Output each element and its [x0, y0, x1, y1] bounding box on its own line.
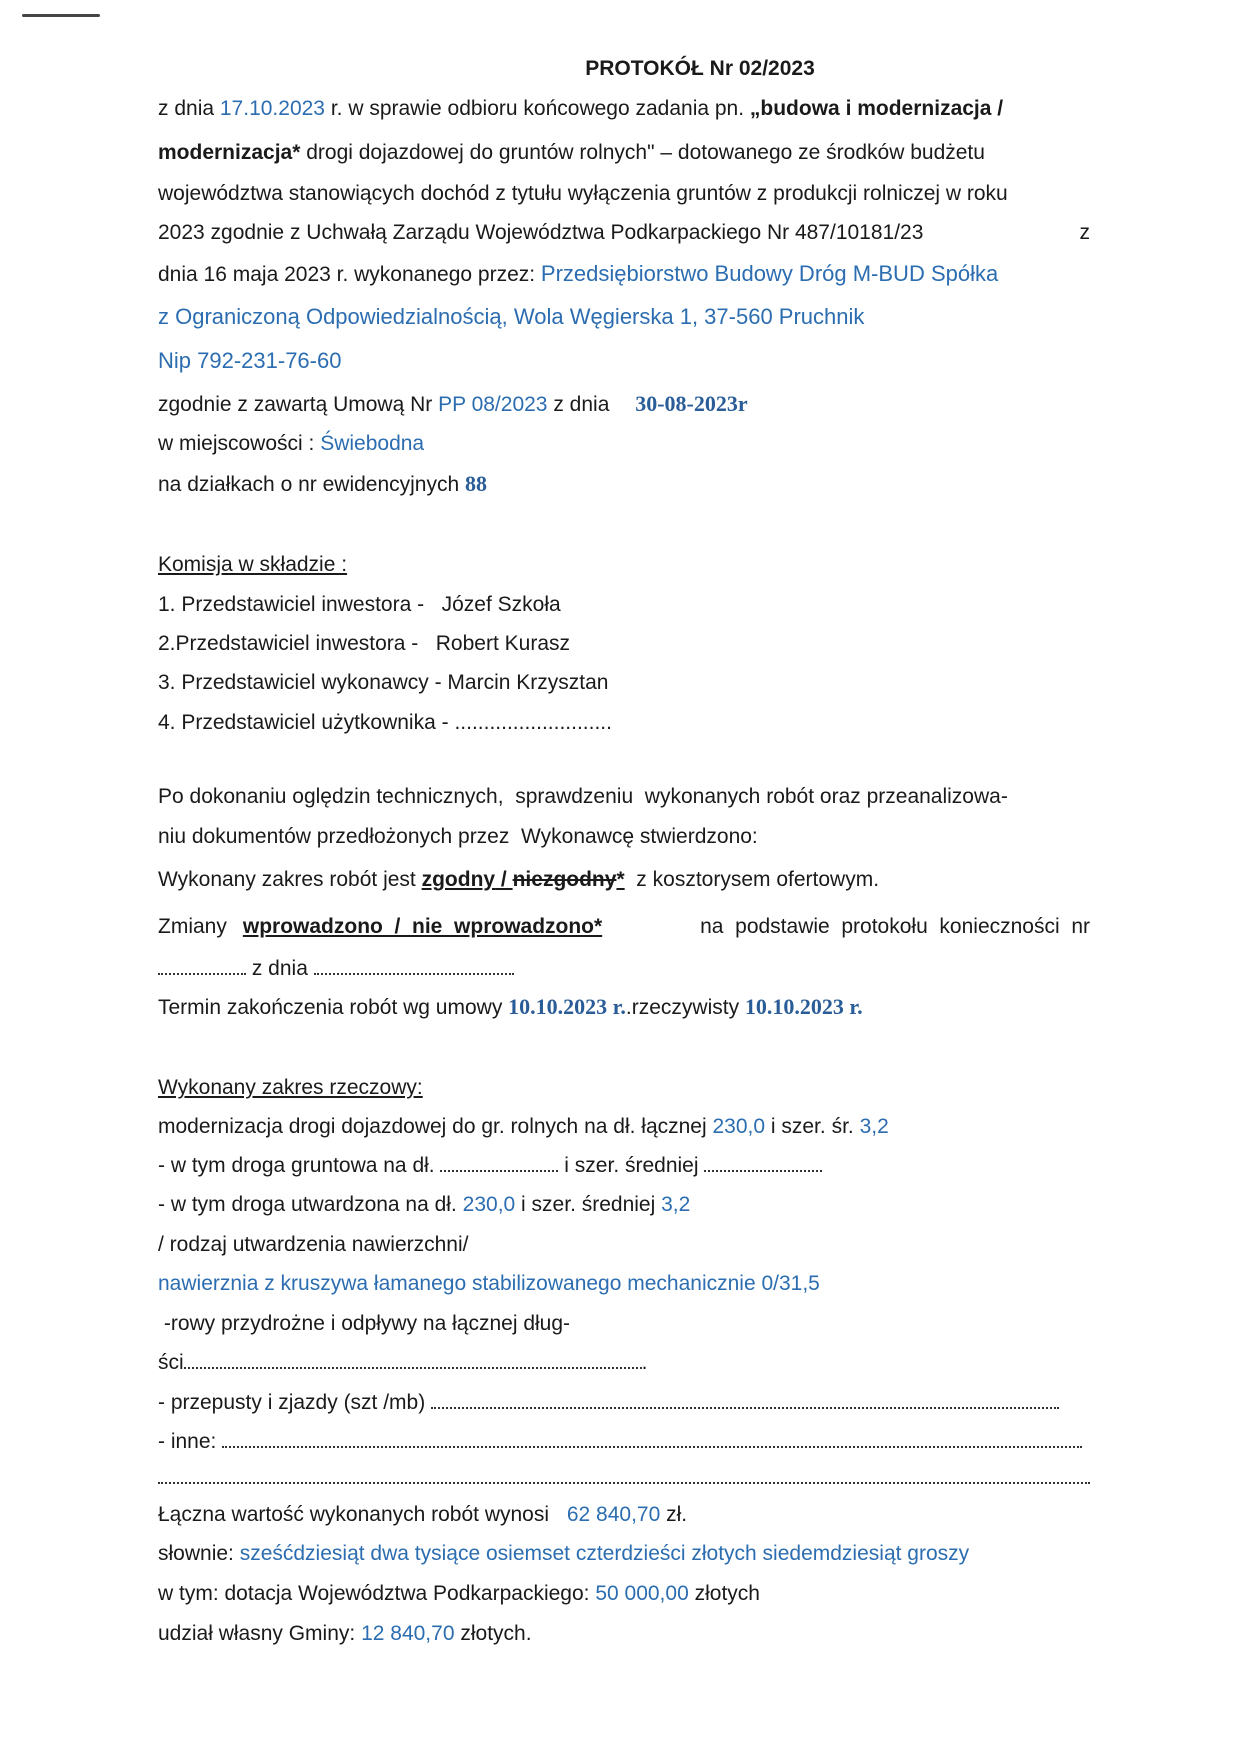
- commission-member-4: 4. Przedstawiciel użytkownika - ...........................: [158, 711, 612, 734]
- contractor-name: Przedsiębiorstwo Budowy Dróg M-BUD Spółka: [540, 261, 999, 286]
- commission-heading: Komisja w składzie :: [158, 553, 348, 576]
- surface-type: nawierznia z kruszywa łamanego stabilizowanego mechanicznie 0/31,5: [158, 1272, 820, 1295]
- total-value: 62 840,70: [566, 1503, 661, 1526]
- material-row-3: - w tym droga utwardzona na dł. 230,0 i szer. średniej 3,2: [158, 1193, 691, 1216]
- contract-line: zgodnie z zawartą Umową Nr PP 08/2023 z dnia 30-08-2023r: [158, 391, 748, 416]
- intro-line-4: 2023 zgodnie z Uchwałą Zarządu Województwa Podkarpackiego Nr 487/10181/23 z: [158, 221, 1090, 244]
- commission-member-1: 1. Przedstawiciel inwestora - Józef Szkoła: [158, 593, 561, 616]
- material-row-10: [158, 1467, 1090, 1488]
- contractor-nip: Nip 792-231-76-60: [158, 348, 342, 373]
- material-row-4: / rodzaj utwardzenia nawierzchni/: [158, 1233, 469, 1256]
- grant-value: 50 000,00: [595, 1582, 689, 1605]
- total-in-words-line: słownie: sześćdziesiąt dwa tysiące osiemset czterdzieści złotych siedemdziesiąt groszy: [158, 1542, 970, 1565]
- scan-mark: [22, 14, 100, 17]
- grant-line: w tym: dotacja Województwa Podkarpackiego: 50 000,00 złotych: [158, 1582, 760, 1605]
- intro-line-5: dnia 16 maja 2023 r. wykonanego przez: Przedsiębiorstwo Budowy Dróg M-BUD Spółka: [158, 261, 999, 286]
- intro-line-3: województwa stanowiących dochód z tytułu wyłączenia gruntów z produkcji rolniczej w roku: [158, 182, 1008, 205]
- place-name: Świebodna: [320, 432, 425, 455]
- changes-introduced: wprowadzono / nie wprowadzono*: [242, 915, 603, 938]
- material-row-6: -rowy przydrożne i odpływy na łącznej dług-: [158, 1312, 571, 1335]
- protocol-date: 17.10.2023: [219, 97, 325, 120]
- material-heading: Wykonany zakres rzeczowy:: [158, 1076, 423, 1099]
- plots-line: na działkach o nr ewidencyjnych 88: [158, 471, 488, 496]
- scope-line: Wykonany zakres robót jest zgodny / niezgodny* z kosztorysem ofertowym.: [158, 868, 880, 891]
- term-contract-date: 10.10.2023 r.: [508, 994, 626, 1019]
- commission-member-2: 2.Przedstawiciel inwestora - Robert Kurasz: [158, 632, 570, 655]
- own-share-line: udział własny Gminy: 12 840,70 złotych.: [158, 1622, 532, 1645]
- contractor-address: z Ograniczoną Odpowiedzialnością, Wola Węgierska 1, 37-560 Pruchnik: [158, 304, 865, 329]
- material-row-9: - inne:: [158, 1431, 1082, 1452]
- plot-number: 88: [465, 471, 488, 496]
- intro-line-1: z dnia 17.10.2023 r. w sprawie odbioru końcowego zadania pn. „budowa i modernizacja /: [158, 97, 1004, 120]
- material-row-1: modernizacja drogi dojazdowej do gr. rolnych na dł. łącznej 230,0 i szer. śr. 3,2: [158, 1115, 889, 1138]
- changes-line: Zmiany wprowadzono / nie wprowadzono* na podstawie protokołu konieczności nr: [158, 915, 1090, 938]
- total-value-line: Łączna wartość wykonanych robót wynosi 62 840,70 zł.: [158, 1503, 688, 1526]
- term-line: Termin zakończenia robót wg umowy 10.10.2023 r..rzeczywisty 10.10.2023 r.: [158, 994, 863, 1019]
- contract-date: 30-08-2023r: [635, 391, 748, 416]
- scope-compliant: zgodny: [421, 868, 496, 891]
- place-line: w miejscowości : Świebodna: [158, 432, 425, 455]
- own-share-value: 12 840,70: [361, 1622, 455, 1645]
- material-row-7: ści .: [158, 1351, 648, 1374]
- document-title: PROTOKÓŁ Nr 02/2023: [585, 57, 815, 80]
- material-row-2: - w tym droga gruntowa na dł. i szer. średniej: [158, 1155, 822, 1176]
- contract-number: PP 08/2023: [438, 393, 548, 416]
- findings-line-1: Po dokonaniu oględzin technicznych, sprawdzeniu wykonanych robót oraz przeanalizowa-: [158, 785, 1008, 808]
- term-actual-date: 10.10.2023 r.: [744, 994, 863, 1019]
- commission-member-3: 3. Przedstawiciel wykonawcy - Marcin Krzysztan: [158, 671, 609, 694]
- findings-line-2: niu dokumentów przedłożonych przez Wykonawcę stwierdzono:: [158, 825, 758, 848]
- scope-noncompliant: niezgodny: [512, 868, 617, 891]
- changes-date-line: z dnia: [158, 958, 514, 979]
- total-in-words: sześćdziesiąt dwa tysiące osiemset czterdzieści złotych siedemdziesiąt groszy: [239, 1542, 970, 1565]
- intro-line-2: modernizacja* drogi dojazdowej do gruntów rolnych" – dotowanego ze środków budżetu: [158, 141, 985, 164]
- material-row-8: - przepusty i zjazdy (szt /mb): [158, 1392, 1059, 1413]
